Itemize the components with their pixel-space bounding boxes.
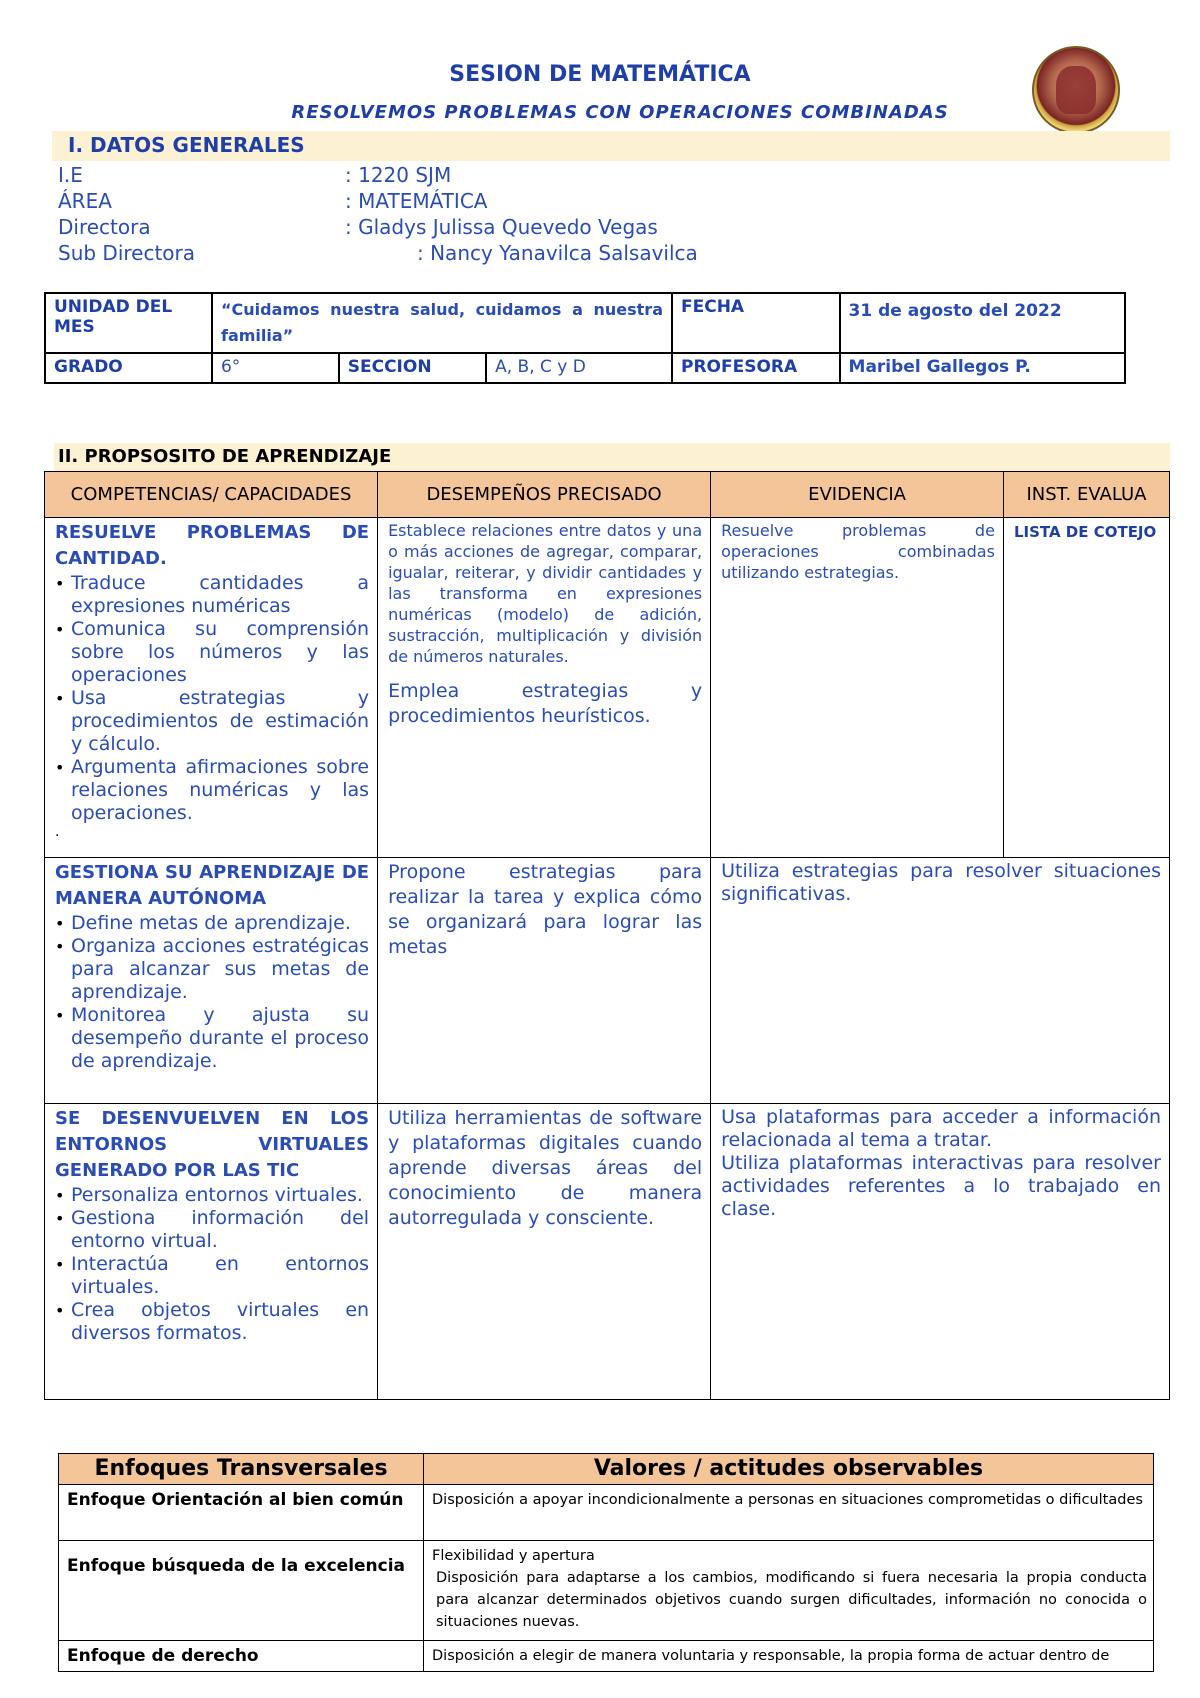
capacidad-item: • Interactúa en entornos virtuales.	[55, 1253, 369, 1299]
capacidad-item: • Argumenta afirmaciones sobre relaciones numéricas y las operaciones.	[55, 756, 369, 825]
table-row	[59, 1641, 1154, 1672]
datos-generales-band	[52, 131, 1170, 161]
evidencia-text-2: Utiliza plataformas interactivas para resolver actividades referentes a lo trabajado en clase.	[721, 1152, 1161, 1220]
competencia-title: SE DESENVUELVEN EN LOS ENTORNOS VIRTUALES GENERADO POR LAS TIC	[55, 1108, 370, 1181]
desempeno-text: Utiliza herramientas de software y plataformas digitales cuando aprende diversas áreas del conocimiento de manera autorregulada y consciente.	[388, 1107, 703, 1229]
table-row	[59, 1541, 1154, 1641]
capacidad-item: • Traduce cantidades a expresiones numéricas	[55, 572, 369, 618]
valor-cell: Disposición a apoyar incondicionalmente a personas en situaciones comprometidas o dificultades	[424, 1485, 1154, 1541]
directora-value: : Gladys Julissa Quevedo Vegas	[345, 215, 658, 239]
table-row	[45, 858, 1170, 1104]
enfoques-table	[58, 1453, 1154, 1672]
capacidad-item: • Define metas de aprendizaje.	[55, 912, 369, 935]
seccion-label: SECCION	[339, 353, 486, 383]
fecha-label: FECHA	[672, 293, 840, 353]
capacidad-item: • Personaliza entornos virtuales.	[55, 1184, 369, 1207]
capacidad-item: • Usa estrategias y procedimientos de estimación y cálculo.	[55, 687, 369, 756]
evidencia-cell	[711, 858, 1170, 1104]
valor-title: Flexibilidad y apertura	[432, 1548, 595, 1564]
unidad-value: “Cuidamos nuestra salud, cuidamos a nuestra familia”	[212, 293, 672, 353]
table-row	[45, 518, 1170, 858]
page-title: SESION DE MATEMÁTICA	[449, 62, 751, 87]
ie-value: : 1220 SJM	[345, 163, 452, 187]
desempeno-cell	[378, 858, 711, 1104]
capacidad-item: • Gestiona información del entorno virtual.	[55, 1207, 369, 1253]
area-label: ÁREA	[58, 189, 112, 213]
grado-value: 6°	[212, 353, 339, 383]
col-competencias: COMPETENCIAS/ CAPACIDADES	[45, 472, 378, 518]
instrumento-text: LISTA DE COTEJO	[1013, 523, 1157, 541]
capacidad-item: • Comunica su comprensión sobre los números y las operaciones	[55, 618, 369, 687]
valor-cell	[424, 1541, 1154, 1641]
proposito-heading: II. PROPSOSITO DE APRENDIZAJE	[58, 446, 392, 467]
col-evidencia: EVIDENCIA	[711, 472, 1004, 518]
enfoque-cell: Enfoque Orientación al bien común	[59, 1485, 424, 1541]
desempeno-text-2: Emplea estrategias y procedimientos heurísticos.	[388, 680, 703, 727]
datos-generales-heading: I. DATOS GENERALES	[68, 133, 305, 157]
table-row	[59, 1485, 1154, 1541]
col-instrumento: INST. EVALUA	[1003, 472, 1169, 518]
capacidad-item: • Crea objetos virtuales en diversos formatos.	[55, 1299, 369, 1345]
capacidad-item: • Organiza acciones estratégicas para alcanzar sus metas de aprendizaje.	[55, 935, 369, 1004]
subdirectora-value: : Nancy Yanavilca Salsavilca	[417, 241, 698, 265]
enfoque-cell: Enfoque búsqueda de la excelencia	[59, 1541, 424, 1641]
col-desempenos: DESEMPEÑOS PRECISADO	[378, 472, 711, 518]
evidencia-cell	[711, 1104, 1170, 1400]
proposito-band	[54, 443, 1170, 471]
fecha-value: 31 de agosto del 2022	[840, 293, 1125, 353]
desempeno-text: Propone estrategias para realizar la tarea y explica cómo se organizará para lograr las metas	[388, 861, 703, 958]
table-row	[45, 1104, 1170, 1400]
grado-label: GRADO	[45, 353, 212, 383]
enfoque-cell: Enfoque de derecho	[59, 1641, 424, 1672]
competencia-title: RESUELVE PROBLEMAS DE CANTIDAD.	[55, 522, 370, 569]
valor-cell: Disposición a elegir de manera voluntaria y responsable, la propia forma de actuar dentro de	[424, 1641, 1154, 1672]
info-table	[44, 292, 1126, 384]
directora-label: Directora	[58, 215, 151, 239]
desempeno-cell	[378, 518, 711, 858]
profesora-value: Maribel Gallegos P.	[840, 353, 1125, 383]
school-seal-icon	[1032, 46, 1120, 134]
col-enfoques: Enfoques Transversales	[59, 1454, 424, 1485]
instrumento-cell	[1003, 518, 1169, 858]
desempeno-cell	[378, 1104, 711, 1400]
capacidad-item: • Monitorea y ajusta su desempeño durante el proceso de aprendizaje.	[55, 1004, 369, 1073]
extra-mark: .	[55, 824, 60, 840]
evidencia-text: Resuelve problemas de operaciones combinadas utilizando estrategias.	[721, 521, 995, 582]
seccion-value: A, B, C y D	[486, 353, 672, 383]
competencia-cell	[45, 858, 378, 1104]
ie-label: I.E	[58, 163, 83, 187]
evidencia-cell	[711, 518, 1004, 858]
competencia-title: GESTIONA SU APRENDIZAJE DE MANERA AUTÓNOMA	[55, 862, 370, 909]
subdirectora-label: Sub Directora	[58, 241, 196, 265]
profesora-label: PROFESORA	[672, 353, 840, 383]
competencia-cell	[45, 518, 378, 858]
evidencia-text: Utiliza estrategias para resolver situaciones significativas.	[721, 860, 1161, 905]
proposito-table	[44, 471, 1170, 1400]
area-value: : MATEMÁTICA	[345, 189, 488, 213]
desempeno-text: Establece relaciones entre datos y una o más acciones de agregar, comparar, igualar, reiterar, y dividir cantidades y las transforma en expresiones numéricas (modelo) de adición, sustracción, multiplicación y división de números naturales.	[388, 521, 703, 666]
valor-text: Disposición para adaptarse a los cambios, modificando si fuera necesaria la propia conducta para alcanzar determinados objetivos cuando surgen dificultades, información no conocida o situaciones nuevas.	[436, 1570, 1147, 1630]
unidad-label: UNIDAD DEL MES	[45, 293, 212, 353]
page-subtitle: RESOLVEMOS PROBLEMAS CON OPERACIONES COMBINADAS	[291, 102, 949, 123]
col-valores: Valores / actitudes observables	[424, 1454, 1154, 1485]
competencia-cell	[45, 1104, 378, 1400]
evidencia-text: Usa plataformas para acceder a información relacionada al tema a tratar.	[721, 1106, 1161, 1151]
